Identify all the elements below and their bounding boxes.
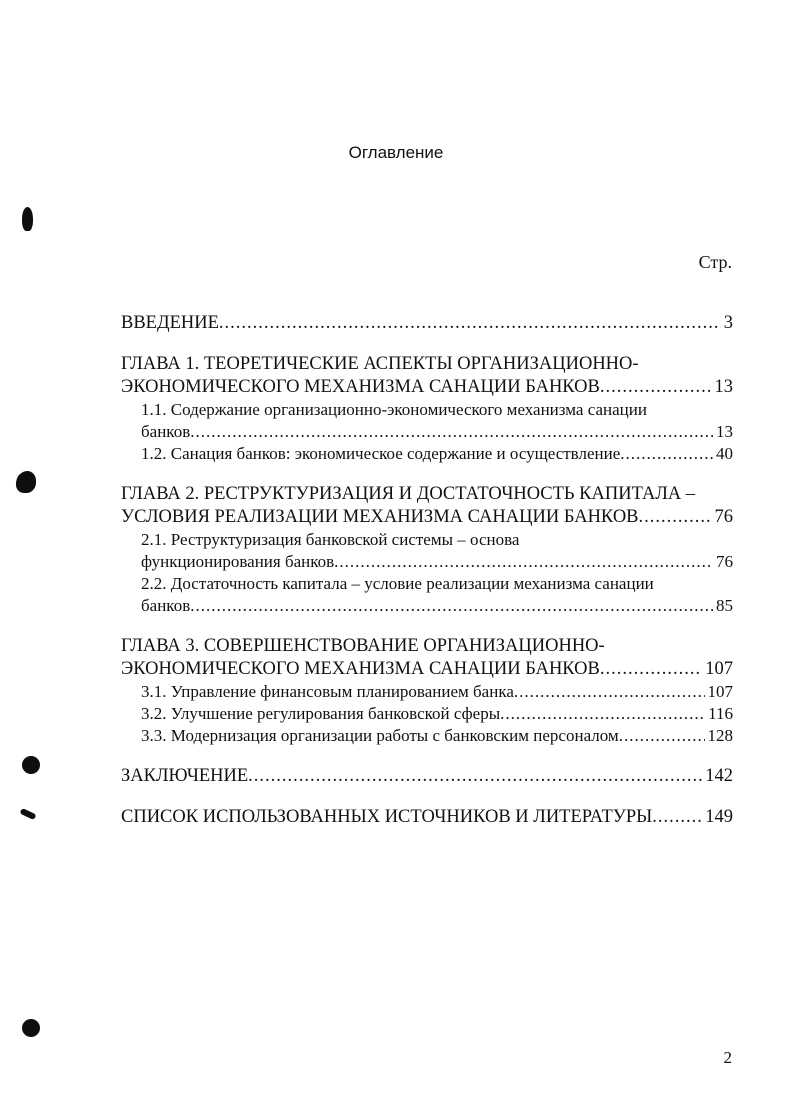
scan-mark-1 [22, 207, 33, 231]
toc-entry-section-3-1[interactable]: 3.1. Управление финансовым планированием банка ..... 107 [121, 681, 733, 703]
scan-mark-3 [22, 756, 40, 774]
page-number: 2 [723, 1048, 732, 1067]
page-title: Оглавление [348, 143, 444, 162]
toc-entry-section-3-3[interactable]: 3.3. Модернизация организации работы с банковским персоналом ..... 128 [121, 725, 733, 747]
page-column-header: Стр. [698, 252, 732, 272]
table-of-contents [121, 312, 733, 829]
scan-mark-4 [19, 808, 36, 820]
toc-entry-bibliography[interactable]: СПИСОК ИСПОЛЬЗОВАННЫХ ИСТОЧНИКОВ И ЛИТЕРАТУРЫ ..... 149 [121, 806, 733, 829]
toc-entry-section-3-2[interactable]: 3.2. Улучшение регулирования банковской сферы ..... 116 [121, 703, 733, 725]
toc-entry-section-2-1[interactable]: 2.1. Реструктуризация банковской системы – основа функционирования банков ..... 76 [121, 529, 733, 573]
toc-entry-conclusion[interactable]: ЗАКЛЮЧЕНИЕ ..... 142 [121, 765, 733, 788]
toc-entry-chapter-1[interactable]: ГЛАВА 1. ТЕОРЕТИЧЕСКИЕ АСПЕКТЫ ОРГАНИЗАЦИОННО- ЭКОНОМИЧЕСКОГО МЕХАНИЗМА САНАЦИИ БАНКОВ ..... 13 [121, 353, 733, 399]
toc-entry-section-1-1[interactable]: 1.1. Содержание организационно-экономического механизма санации банков ..... 13 [121, 399, 733, 443]
toc-entry-section-1-2[interactable]: 1.2. Санация банков: экономическое содержание и осуществление ..... 40 [121, 443, 733, 465]
toc-entry-introduction[interactable]: ВВЕДЕНИЕ ..... 3 [121, 312, 733, 335]
toc-entry-section-2-2[interactable]: 2.2. Достаточность капитала – условие реализации механизма санации банков ..... 85 [121, 573, 733, 617]
scan-mark-2 [16, 471, 36, 493]
toc-entry-chapter-3[interactable]: ГЛАВА 3. СОВЕРШЕНСТВОВАНИЕ ОРГАНИЗАЦИОННО- ЭКОНОМИЧЕСКОГО МЕХАНИЗМА САНАЦИИ БАНКОВ ..... 107 [121, 635, 733, 681]
toc-entry-chapter-2[interactable]: ГЛАВА 2. РЕСТРУКТУРИЗАЦИЯ И ДОСТАТОЧНОСТЬ КАПИТАЛА – УСЛОВИЯ РЕАЛИЗАЦИИ МЕХАНИЗМА САНАЦИИ БАНКОВ ..... 76 [121, 483, 733, 529]
scan-mark-5 [22, 1019, 40, 1037]
